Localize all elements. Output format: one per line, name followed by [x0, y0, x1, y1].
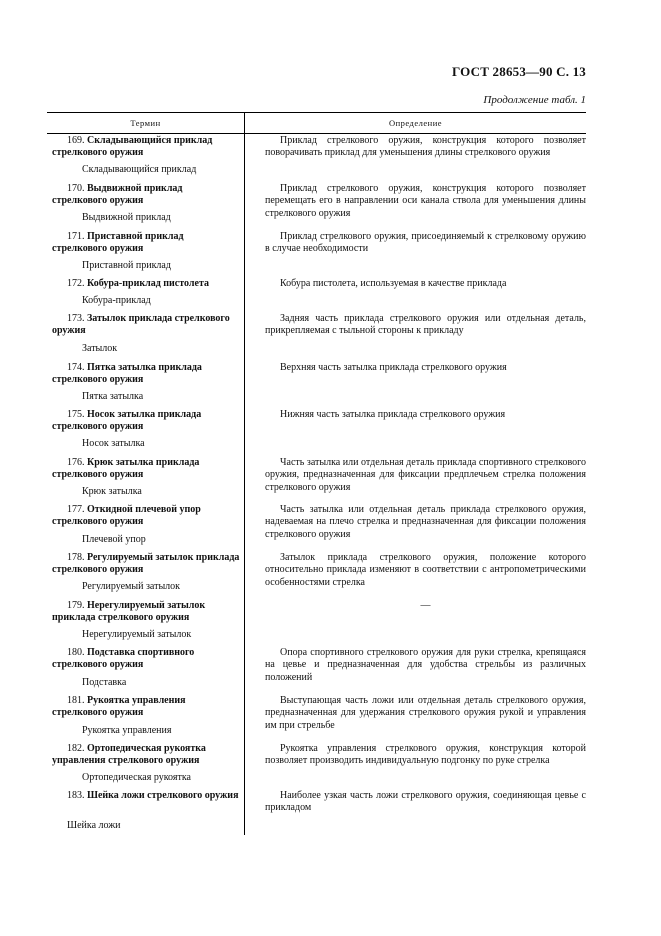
term-cell: 178. Регулируемый затылок приклада стрелкового оружия [52, 552, 240, 575]
term-synonym: Регулируемый затылок [82, 581, 181, 592]
term-cell: 181. Рукоятка управления стрелкового оружия [52, 695, 186, 718]
term-synonym: Пятка затылка [82, 391, 144, 402]
definition-cell: Выступающая часть ложи или отдельная деталь стрелкового оружия, предназначенная для удержания стрелкового оружия рукой и управления им при стрельбе [265, 695, 586, 731]
column-divider [244, 132, 245, 835]
definition-cell: Рукоятка управления стрелкового оружия, конструкция которой позволяет производить индивидуальную подгонку по руке стрелка [265, 743, 586, 767]
definition-cell: Нижняя часть затылка приклада стрелкового оружия [280, 409, 506, 420]
term-cell: 177. Откидной плечевой упор стрелкового оружия [52, 504, 201, 527]
definition-cell: Приклад стрелкового оружия, конструкция которого позволяет поворачивать приклад для уменьшения длины стрелкового оружия [265, 135, 586, 159]
term-synonym: Крюк затылка [82, 486, 142, 497]
definition-cell: Приклад стрелкового оружия, присоединяемый к стрелковому оружию в случае необходимости [265, 231, 586, 255]
column-header-definition: Определение [388, 118, 443, 128]
definition-cell: Часть затылка или отдельная деталь приклада спортивного стрелкового оружия, предназначенная для фиксации предплечьем стрелка положения стрелкового оружия [265, 457, 586, 493]
definition-cell: Затылок приклада стрелкового оружия, положение которого относительно приклада изменяют в соответствии с антропометрическими особенностями стрелка [265, 552, 586, 588]
term-synonym: Затылок [82, 343, 118, 354]
definition-cell: Задняя часть приклада стрелкового оружия или отдельная деталь, прикрепляемая с тыльной стороны к прикладу [265, 313, 586, 337]
term-cell: 182. Ортопедическая рукоятка управления стрелкового оружия [52, 743, 206, 766]
term-synonym: Кобура-приклад [82, 295, 151, 306]
term-synonym: Складывающийся приклад [82, 164, 197, 175]
term-cell: 173. Затылок приклада стрелкового оружия [52, 313, 230, 336]
definition-cell: Часть затылка или отдельная деталь приклада стрелкового оружия, надеваемая на плечо стрелка и предназначенная для фиксации положения стрелкового оружия [265, 504, 586, 540]
term-cell: 180. Подставка спортивного стрелкового оружия [52, 647, 195, 670]
term-cell: 176. Крюк затылка приклада стрелкового оружия [52, 457, 200, 480]
column-header-term: Термин [130, 118, 161, 128]
table-header [47, 112, 586, 134]
term-synonym: Плечевой упор [82, 534, 146, 545]
term-cell: 183. Шейка ложи стрелкового оружия [67, 790, 239, 801]
term-cell: 172. Кобура-приклад пистолета [67, 278, 209, 289]
term-synonym: Шейка ложи [67, 820, 121, 831]
term-synonym: Выдвижной приклад [82, 212, 171, 223]
term-cell: 175. Носок затылка приклада стрелкового оружия [52, 409, 202, 432]
term-cell: 174. Пятка затылка приклада стрелкового оружия [52, 362, 202, 385]
definition-cell: Опора спортивного стрелкового оружия для руки стрелка, крепящаяся на цевье и предназначенная для удобства стрельбы из различных положений [265, 647, 586, 683]
definition-cell: Приклад стрелкового оружия, конструкция которого позволяет перемещать его в направлении оси канала ствола для уменьшения длины стрелкового оружия [265, 183, 586, 219]
term-synonym: Нерегулируемый затылок [82, 629, 192, 640]
definition-cell: Верхняя часть затылка приклада стрелкового оружия [280, 362, 507, 373]
term-synonym: Рукоятка управления [82, 725, 172, 736]
definition-cell: — [420, 600, 431, 611]
term-synonym: Носок затылка [82, 438, 145, 449]
definition-cell: Кобура пистолета, используемая в качестве приклада [280, 278, 507, 289]
table-caption: Продолжение табл. 1 [483, 94, 586, 106]
definition-cell: Наиболее узкая часть ложи стрелкового оружия, соединяющая цевье с прикладом [265, 790, 586, 814]
term-synonym: Подставка [82, 677, 127, 688]
term-synonym: Приставной приклад [82, 260, 171, 271]
term-synonym: Ортопедическая рукоятка [82, 772, 191, 783]
term-cell: 170. Выдвижной приклад стрелкового оружия [52, 183, 183, 206]
term-cell: 169. Складывающийся приклад стрелкового оружия [52, 135, 213, 158]
page-header: ГОСТ 28653—90 С. 13 [452, 64, 586, 79]
term-cell: 171. Приставной приклад стрелкового оружия [52, 231, 184, 254]
term-cell: 179. Нерегулируемый затылок приклада стрелкового оружия [52, 600, 206, 623]
